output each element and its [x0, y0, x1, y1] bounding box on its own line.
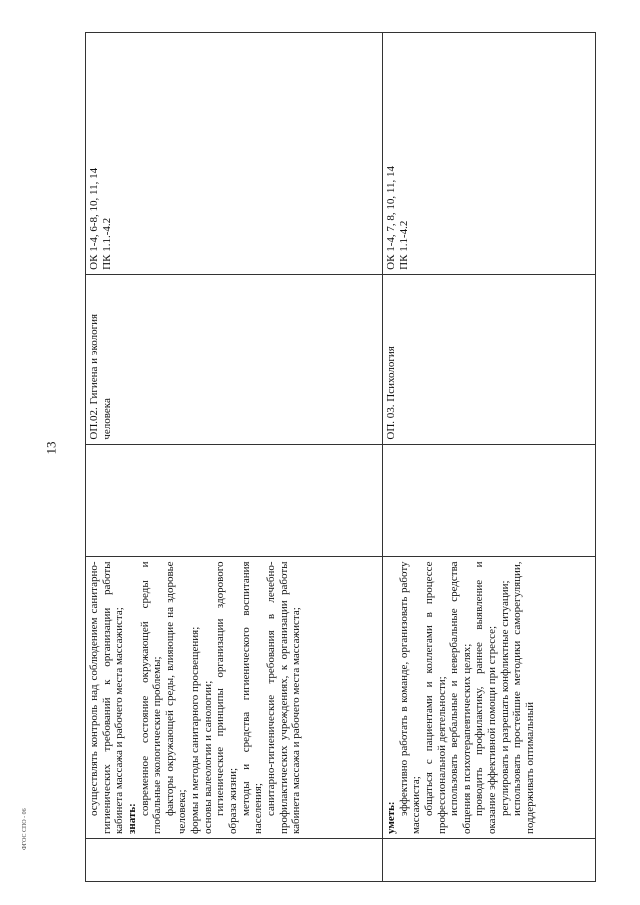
content-line: современное состояние окружающей среды и глобальные экологические проблемы;	[138, 561, 164, 835]
content-line: проводить профилактику, раннее выявление и оказание эффективной помощи при стрессе;	[473, 561, 499, 835]
content-line: регулировать и разрешать конфликтные ситуации;	[498, 580, 511, 817]
content-line: санитарно-гигиенические требования в лечебно-профилактических учреждениях, к организации работы кабинета массажа и рабочего места массажиста;	[264, 561, 303, 835]
content-cell	[86, 557, 383, 839]
content-line: гигиенические принципы организации здорового образа жизни;	[214, 561, 240, 835]
competency-cell: ОК 1-4, 6-8, 10, 11, 14 ПК 1.1.-4.2	[86, 33, 383, 275]
content-line: общаться с пациентами и коллегами в процессе профессиональной деятельности;	[422, 561, 448, 835]
content-line: использовать простейшие методики саморегуляции, поддерживать оптимальный	[511, 561, 537, 835]
curriculum-table	[85, 32, 596, 882]
row-index-cell	[86, 839, 383, 882]
content-line: факторы окружающей среды, влияющие на здоровье человека;	[163, 561, 189, 835]
competency-cell: ОК 1-4, 7, 8, 10, 11, 14 ПК 1.1-4.2	[383, 33, 596, 275]
row-index-cell	[383, 839, 596, 882]
content-line: методы и средства гигиенического воспитания населения;	[239, 561, 265, 835]
empty-cell	[86, 444, 383, 557]
page-number: 13	[43, 441, 59, 455]
table-row	[86, 33, 383, 882]
discipline-cell: ОП. 03. Психология	[383, 274, 596, 444]
content-line: использовать вербальные и невербальные средства общения в психотерапевтических целях;	[448, 561, 473, 835]
rotated-table-container	[85, 32, 585, 882]
table-row	[383, 33, 596, 882]
content-line: осуществлять контроль над соблюдением санитарно-гигиенических требований к организации работы кабинета массажа и рабочего места массажиста;	[88, 561, 126, 835]
footer-code: ФГОС СПО - 06	[22, 808, 28, 850]
content-line: основы валеологии и санологии;	[201, 680, 214, 835]
content-line: уметь:	[385, 801, 397, 835]
content-line: эффективно работать в команде, организовать работу массажиста;	[397, 561, 423, 835]
content-line: знать:	[125, 803, 138, 835]
content-cell	[383, 557, 596, 839]
empty-cell	[383, 444, 596, 557]
content-line: формы и методы санитарного просвещения;	[189, 626, 202, 835]
discipline-cell: ОП.02. Гигиена и экология человека	[86, 274, 383, 444]
